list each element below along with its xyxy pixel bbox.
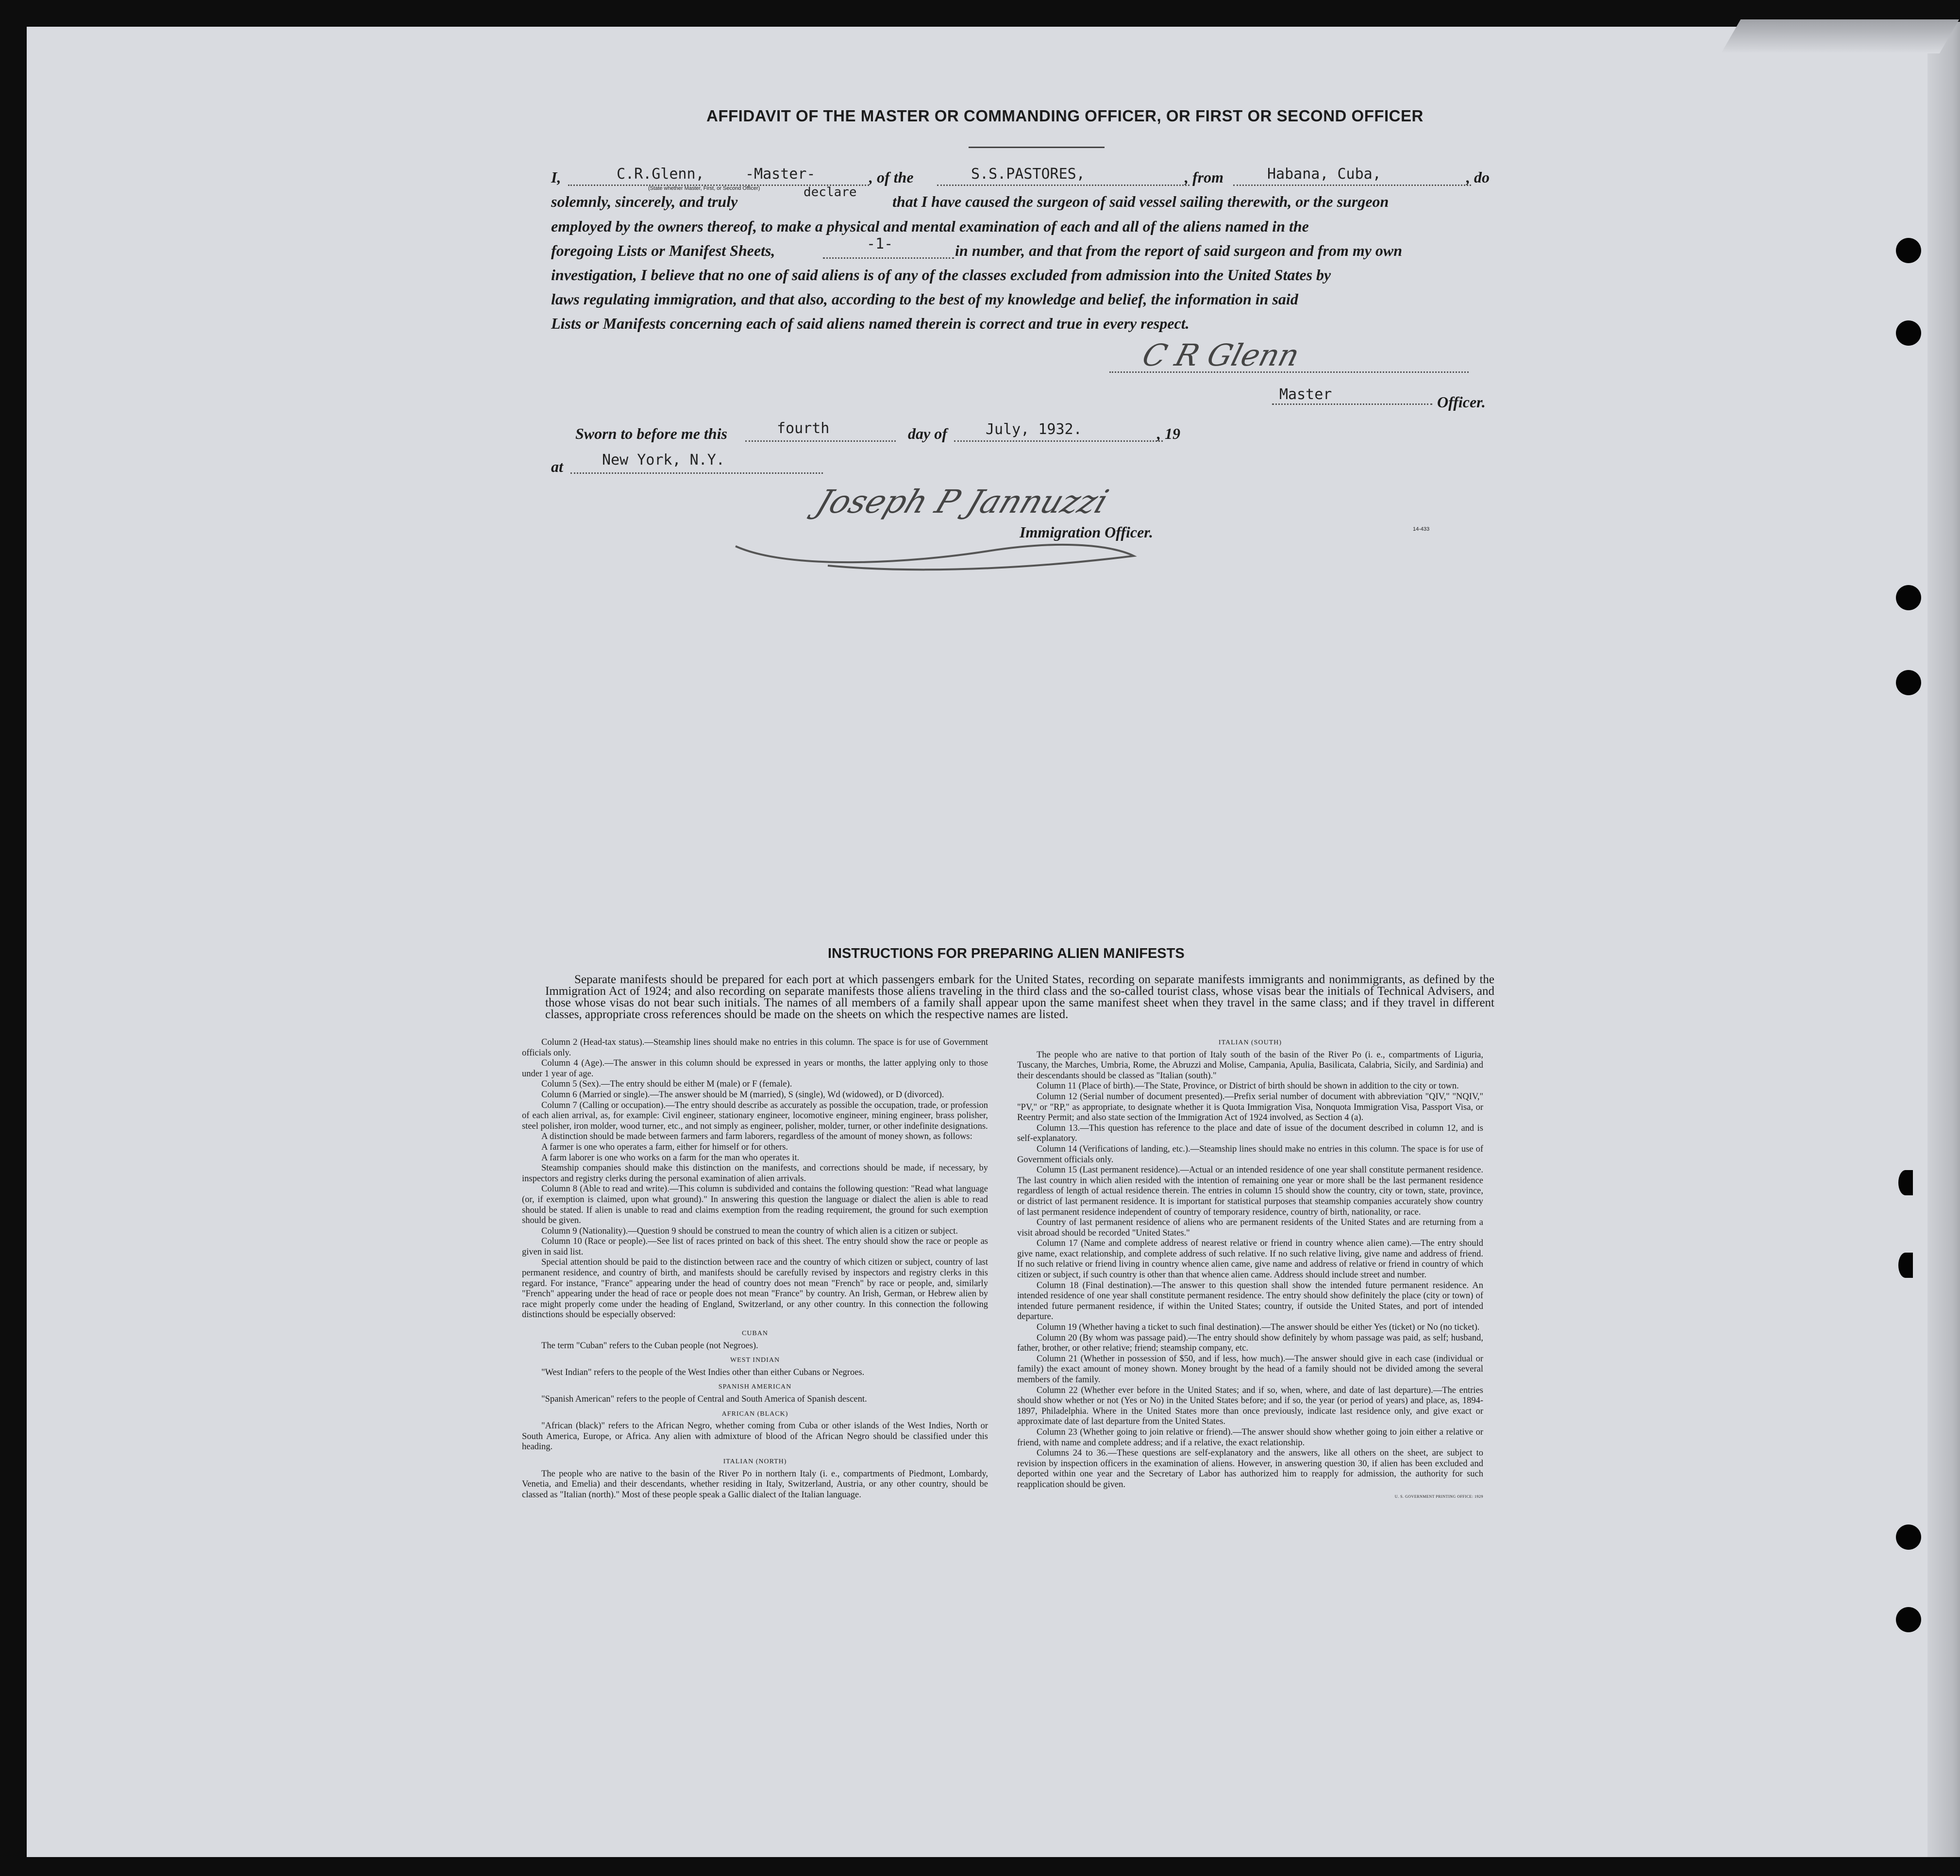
heading-italian-south: ITALIAN (SOUTH)	[1218, 1039, 1282, 1046]
heading-spanish-american: SPANISH AMERICAN	[718, 1383, 792, 1391]
heading-african: AFRICAN (BLACK)	[721, 1410, 788, 1418]
para-col21: Column 21 (Whether in possession of $50, and if less, how much).—The answer should give in each case (individual or family) the exact amount of money shown. Money brought by the head of a family should not be divided among the several members of the family.	[1017, 1354, 1483, 1385]
para-farm-distinction: A distinction should be made between farmers and farm laborers, regardless of the amount of money shown, as follows:	[541, 1132, 972, 1142]
at-label: at	[551, 458, 563, 475]
sworn-text: Sworn to before me this	[575, 425, 727, 442]
officer-title: Master	[1279, 386, 1332, 403]
word-of-the: , of the	[869, 168, 914, 186]
affidavit-line-7: Lists or Manifests concerning each of said aliens named therein is correct and true in every respect.	[551, 315, 1189, 332]
sworn-day-rule	[745, 440, 896, 442]
page-edge	[1927, 22, 1960, 1857]
master-signature: C R Glenn	[1139, 337, 1304, 373]
para-col5: Column 5 (Sex).—The entry should be either M (male) or F (female).	[541, 1079, 792, 1089]
para-col24-36: Columns 24 to 36.—These questions are self-explanatory and the answers, like all others on the sheet, are subject to revision by inspection officers in the examination of aliens. However, in answering question 30, if alien has been excluded and deported within one year and the Secretary of Labor has authorized him to reapply for admission, the authority for such reapplication should be given.	[1017, 1448, 1483, 1490]
sheets-count: -1-	[867, 235, 893, 252]
affidavit-line-5: investigation, I believe that no one of said aliens is of any of the classes excluded from admission into the United States by	[551, 266, 1331, 284]
word-i: I,	[551, 168, 561, 186]
nineteen-label: , 19	[1157, 425, 1180, 442]
binder-hole	[1896, 670, 1921, 695]
affidavit-line-3: employed by the owners thereof, to make a physical and mental examination of each and all of the aliens named in the	[551, 218, 1309, 235]
vessel-name: S.S.PASTORES,	[971, 166, 1085, 183]
affidavit-line-4: foregoing Lists or Manifest Sheets,	[551, 242, 775, 259]
title-rule	[969, 147, 1105, 148]
para-farm-laborer: A farm laborer is one who works on a farm for the man who operates it.	[541, 1153, 800, 1163]
para-col2: Column 2 (Head-tax status).—Steamship lines should make no entries in this column. The space is for use of Government officials only.	[522, 1038, 988, 1058]
form-number: 14-433	[1413, 526, 1430, 532]
para-cuban: The term "Cuban" refers to the Cuban people (not Negroes).	[541, 1340, 758, 1351]
affidavit-line-4b: in number, and that from the report of said surgeon and from my own	[955, 242, 1403, 259]
officer-rule	[1272, 403, 1432, 405]
port-name: Habana, Cuba,	[1267, 166, 1381, 183]
affidavit-line-2: solemnly, sincerely, and truly	[551, 193, 738, 210]
para-farmer: A farmer is one who operates a farm, either for himself or for others.	[541, 1142, 788, 1152]
binder-hole	[1896, 585, 1921, 610]
instructions-right-column	[1017, 1038, 1483, 1502]
sheets-rule	[823, 257, 954, 259]
officer-signature: Joseph P Jannuzzi	[811, 483, 1114, 520]
para-african: "African (black)" refers to the African Negro, whether coming from Cuba or other islands of the West Indies, North or South America, Europe, or Africa. Any alien with admixture of blood of the African Negro should be classified under this heading.	[522, 1421, 988, 1452]
para-col19: Column 19 (Whether having a ticket to such final destination).—The answer should be either Yes (ticket) or No (no ticket).	[1037, 1323, 1480, 1333]
para-col9: Column 9 (Nationality).—Question 9 should be construed to mean the country of which alien is a citizen or subject.	[541, 1226, 958, 1236]
sworn-month-rule	[954, 440, 1163, 442]
day-of-label: day of	[908, 425, 947, 442]
affidavit-title: AFFIDAVIT OF THE MASTER OR COMMANDING OFFICER, OR FIRST OR SECOND OFFICER	[706, 107, 1424, 125]
para-col14: Column 14 (Verifications of landing, etc.).—Steamship lines should make no entries in this column. The space is for use of Government officials only.	[1017, 1144, 1483, 1165]
para-italian-south: The people who are native to that portion of Italy south of the basin of the River Po (i. e., compartments of Liguria, Tuscany, the Marches, Umbria, Rome, the Abruzzi and Molise, Campania, Apulia, Basilicata, Calabria, Sicily, and Sardinia) and their descendants should be classed as "Italian (south)."	[1017, 1050, 1483, 1081]
para-col10: Column 10 (Race or people).—See list of races printed on back of this sheet. The entry should show the race or people as given in said list.	[522, 1237, 988, 1257]
affidavit-line-1	[551, 168, 561, 186]
binder-hole	[1896, 238, 1921, 263]
declare-word: declare	[804, 185, 857, 200]
para-col12: Column 12 (Serial number of document presented).—Prefix serial number of document with abbreviation "QIV," "NQIV," "PV," or "RP," as appropriate, to designate whether it is Quota Immigration Visa, Nonquota Immigration Visa, Passport Visa, or Reentry Permit; and also state section of the Immigration Act of 1924 involved, as Section 4 (a).	[1017, 1091, 1483, 1123]
heading-west-indian: WEST INDIAN	[730, 1357, 780, 1364]
printer-imprint: U. S. GOVERNMENT PRINTING OFFICE: 1929	[1394, 1494, 1483, 1499]
rank-hint: (State whether Master, First, or Second Officer)	[648, 185, 760, 191]
para-col23: Column 23 (Whether going to join relative or friend).—The answer should show whether going to join either a relative or friend, with name and complete address; and if a relative, the exact relationship.	[1017, 1427, 1483, 1448]
para-col17: Column 17 (Name and complete address of nearest relative or friend in country whence alien came).—The entry should give name, exact relationship, and complete address of such relative. If no such relative living, give name and address of friend. If no such relative or friend living in country whence alien came, give name and address of relative or friend in country of which citizen or subject, if such country is other than that whence alien came. Address should include street and number.	[1017, 1239, 1483, 1280]
master-rank: -Master-	[745, 166, 816, 183]
affidavit-line-6: laws regulating immigration, and that also, according to the best of my knowledge and belief, the information in said	[551, 290, 1298, 308]
instructions-title: INSTRUCTIONS FOR PREPARING ALIEN MANIFESTS	[828, 946, 1185, 961]
instructions-intro: Separate manifests should be prepared for each port at which passengers embark for the United States, recording on separate manifests immigrants and nonimmigrants, as defined by the Immigration Act of 1924; and also recording on separate manifests those aliens traveling in the third class and the so-called tourist class, whose visas bear the initials of Technical Advisers, and those whose visas do not bear such initials. The names of all members of a family shall appear upon the same manifest sheet when they travel in the same class; and if they travel in different classes, appropriate cross references should be made on the sheets on which the respective names are listed.	[545, 973, 1494, 1021]
signature-rule	[1109, 371, 1469, 373]
instructions-left-column	[522, 1038, 988, 1500]
para-col6: Column 6 (Married or single).—The answer should be M (married), S (single), Wd (widowed), or D (divorced).	[541, 1089, 944, 1100]
para-spanish-american: "Spanish American" refers to the people of Central and South America of Spanish descent.	[541, 1394, 867, 1404]
page-corner-curl	[1721, 19, 1959, 53]
at-place: New York, N.Y.	[602, 452, 725, 469]
sworn-month-year: July, 1932.	[986, 421, 1082, 438]
para-col8: Column 8 (Able to read and write).—This column is subdivided and contains the following question: "Read what language (or, if exemption is claimed, upon what ground)." In answering this question the language or dialect the alien is able to read should be stated. If alien is unable to read and claims exemption from the reading requirement, the ground for such exemption should be given.	[522, 1184, 988, 1226]
binder-hole	[1898, 1170, 1913, 1195]
port-rule	[1233, 184, 1471, 186]
para-italian-north: The people who are native to the basin of the River Po in northern Italy (i. e., compartments of Piedmont, Lombardy, Venetia, and Emelia) and their descendants, whether residing in Italy, Switzerland, Austria, or any other country, should be classed as "Italian (north)." Most of these people speak a Gallic dialect of the Italian language.	[522, 1469, 988, 1500]
para-special-attention: Special attention should be paid to the distinction between race and the country of which citizen or subject, country of last permanent residence, and country of birth, and manifests should be carefully revised by inspectors and registry clerks in this regard. For instance, "France" appearing under the head of country does not mean "French" by race or people, and, similarly "French" appearing under the head of race or people does not mean "France" by country. An Irish, German, or Hebrew alien by race might properly come under the heading of England, Switzerland, or any other country. In this connection the following distinctions should be especially observed:	[522, 1257, 988, 1320]
para-col15-country: Country of last permanent residence of aliens who are permanent residents of the United States and are returning from a visit abroad should be recorded "United States."	[1017, 1218, 1483, 1238]
at-rule	[570, 472, 823, 474]
printer-line-wrap	[1017, 1491, 1483, 1502]
para-col18: Column 18 (Final destination).—The answer to this question shall show the intended future permanent residence. An intended residence of one year shall constitute permanent residence. The entry should show definitely the place (city or town) of intended future permanent residence, if within the United States; country, if outside the United States, and port of intended departure.	[1017, 1280, 1483, 1322]
para-col20: Column 20 (By whom was passage paid).—The entry should show definitely by whom passage was paid, as self; husband, father, brother, or other relative; friend; steamship company, etc.	[1017, 1333, 1483, 1354]
para-col4: Column 4 (Age).—The answer in this column should be expressed in years or months, the latter applying only to those under 1 year of age.	[522, 1058, 988, 1079]
vessel-rule	[937, 184, 1189, 186]
word-from: , from	[1185, 168, 1223, 186]
word-do: , do	[1466, 168, 1490, 186]
binder-hole	[1898, 1253, 1913, 1278]
heading-italian-north: ITALIAN (NORTH)	[723, 1457, 787, 1465]
para-col22: Column 22 (Whether ever before in the United States; and if so, when, where, and date of last departure).—The entries should show whether or not (Yes or No) in the United States before; and if so, the year (or period of years) and place, as, 1894-1897, Philadelphia. Where in the United States more than once previously, indicate last residence only, and give exact or approximate date of last departure from the United States.	[1017, 1385, 1483, 1427]
para-col11: Column 11 (Place of birth).—The State, Province, or District of birth should be shown in addition to the city or town.	[1037, 1081, 1459, 1091]
immigration-officer-label: Immigration Officer.	[1020, 523, 1153, 541]
affidavit-line-2b: that I have caused the surgeon of said vessel sailing therewith, or the surgeon	[892, 193, 1389, 210]
binder-hole	[1896, 1524, 1921, 1550]
para-west-indian: "West Indian" refers to the people of the West Indies other than either Cubans or Negroes.	[541, 1367, 865, 1377]
officer-label: Officer.	[1437, 393, 1486, 411]
sworn-day: fourth	[777, 420, 830, 437]
master-name: C.R.Glenn,	[617, 166, 704, 183]
para-col15: Column 15 (Last permanent residence).—Actual or an intended residence of one year shall constitute permanent residence. The last country in which alien resided with the intention of remaining one year or more shall be the last permanent residence regardless of length of actual residence therein. The entries in column 15 should show the country, city or town, state, province, or district of last permanent residence. It is important for statistical purposes that steamship companies accurately show country of last permanent residence independent of country of temporary residence, country of birth, nationality, or race.	[1017, 1165, 1483, 1217]
heading-cuban: CUBAN	[741, 1330, 768, 1338]
para-col13: Column 13.—This question has reference to the place and date of issue of the document described in column 12, and is self-explanatory.	[1017, 1123, 1483, 1144]
document-sheet	[27, 27, 1927, 1857]
binder-hole	[1896, 320, 1921, 346]
para-col7: Column 7 (Calling or occupation).—The entry should describe as accurately as possible the occupation, trade, or profession of each alien arrival, as, for example: Civil engineer, stationary engineer, locomotive engineer, mining engineer, brass polisher, steel polisher, iron molder, wood turner, etc., and not simply as engineer, polisher, molder, turner, or other indefinite designations.	[522, 1100, 988, 1131]
binder-hole	[1896, 1607, 1921, 1632]
para-steamship: Steamship companies should make this distinction on the manifests, and corrections should be made, if necessary, by inspectors and registry clerks during the personal examination of alien arrivals.	[522, 1163, 988, 1184]
